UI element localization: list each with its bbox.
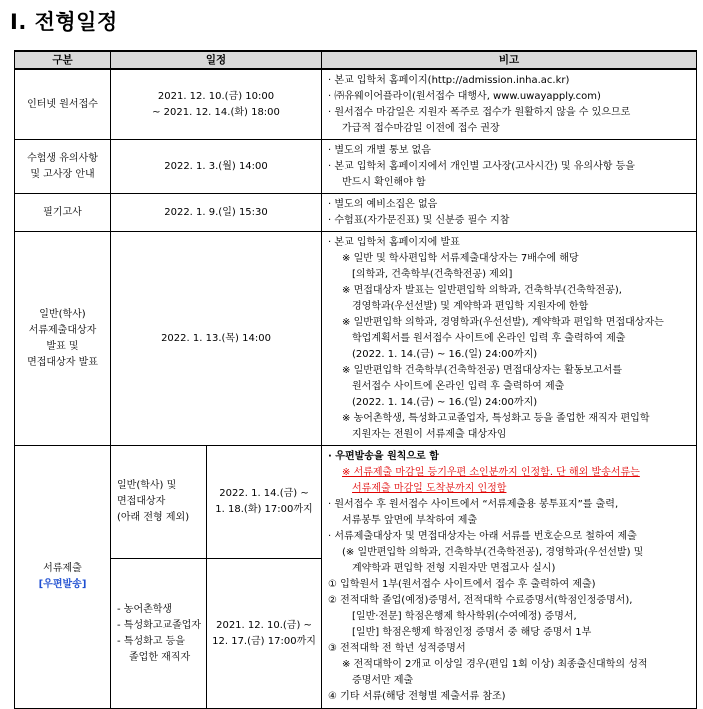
table-row <box>15 232 697 446</box>
sub-label: - 농어촌학생 - 특성화고교졸업자 - 특성화고 등을 졸업한 재직자 <box>111 559 207 709</box>
row-notes: · 본교 입학처 홈페이지에 발표 ※ 일반 및 학사편입학 서류제출대상자는 7배수에 해당 [의학과, 건축학부(건축학전공) 제외] ※ 면접대상자 발표는 일반편입학 의학과, 건축학부(건축학전공), 경영학과(우선선발) 및 계약학과 편입학 지원자에 한함 ※ 일반편입학 의학과, 경영학과(우선선발), 계약학과 편입학 면접대상자는 학업계획서를 원서접수 사이트에 온라인 입력 후 출력하여 제출 (2022. 1. 14.(금) ~ 16.(일) 24:00까지) ※ 일반편입학 건축학부(건축학전공) 면접대상자는 활동보고서를 원서접수 사이트에 온라인 입력 후 출력하여 제출 (2022. 1. 14.(금) ~ 16.(일) 24:00까지) ※ 농어촌학생, 특성화고교졸업자, 특성화고 등을 졸업한 재직자 편입학 지원자는 전원이 서류제출 대상자임 <box>322 232 697 446</box>
table-header-row <box>15 51 697 69</box>
row-label: 서류제출 [우편발송] <box>15 446 111 709</box>
header-schedule: 일정 <box>111 51 322 69</box>
table-row <box>15 140 697 194</box>
sub-schedule: 2022. 1. 14.(금) ~ 1. 18.(화) 17:00까지 <box>207 446 322 559</box>
section-title: Ⅰ. 전형일정 <box>10 10 118 34</box>
row-schedule: 2022. 1. 13.(목) 14:00 <box>111 232 322 446</box>
schedule-table <box>14 50 697 709</box>
sub-schedule: 2021. 12. 10.(금) ~ 12. 17.(금) 17:00까지 <box>207 559 322 709</box>
header-notes: 비고 <box>322 51 697 69</box>
header-category: 구분 <box>15 51 111 69</box>
row-notes: · 본교 입학처 홈페이지(http://admission.inha.ac.kr) · ㈜유웨이어플라이(원서접수 대행사, www.uwayapply.com) · 원서접수 마감일은 지원자 폭주로 접수가 원활하지 않을 수 있으므로 가급적 접수마감일 이전에 접수 권장 <box>322 69 697 140</box>
row-schedule: 2022. 1. 9.(일) 15:30 <box>111 194 322 232</box>
row-label: 수험생 유의사항 및 고사장 안내 <box>15 140 111 194</box>
row-notes: · 별도의 예비소집은 없음 · 수험표(자가문진표) 및 신분증 필수 지참 <box>322 194 697 232</box>
sub-label: 일반(학사) 및 면접대상자 (아래 전형 제외) <box>111 446 207 559</box>
postal-badge: [우편발송] <box>38 579 87 590</box>
row-notes: · 별도의 개별 통보 없음 · 본교 입학처 홈페이지에서 개인별 고사장(고사시간) 및 유의사항 등을 반드시 확인해야 함 <box>322 140 697 194</box>
row-schedule: 2021. 12. 10.(금) 10:00 ~ 2021. 12. 14.(화) 18:00 <box>111 69 322 140</box>
row-label: 인터넷 원서접수 <box>15 69 111 140</box>
row-label: 일반(학사) 서류제출대상자 발표 및 면접대상자 발표 <box>15 232 111 446</box>
table-row <box>15 194 697 232</box>
row-schedule: 2022. 1. 3.(월) 14:00 <box>111 140 322 194</box>
table-row <box>15 69 697 140</box>
row-label: 필기고사 <box>15 194 111 232</box>
table-row <box>15 446 697 559</box>
row-notes: · 우편발송을 원칙으로 함 ※ 서류제출 마감일 등기우편 소인분까지 인정함. 단 해외 발송서류는 서류제출 마감일 도착분까지 인정함 · 원서접수 후 원서접수 사이트에서 “서류제출용 봉투표지”를 출력, 서류봉투 앞면에 부착하여 제출 · 서류제출대상자 및 면접대상자는 아래 서류를 번호순으로 철하여 제출 (※ 일반편입학 의학과, 건축학부(건축학전공), 경영학과(우선선발) 및 계약학과 편입학 전형 지원자만 면접고사 실시) ① 입학원서 1부(원서접수 사이트에서 접수 후 출력하여 제출) ② 전적대학 졸업(예정)증명서, 전적대학 수료증명서(학점인정증명서), [일반·전문] 학점은행제 학사학위(수여예정) 증명서, [일반] 학점은행제 학점인정 증명서 중 해당 증명서 1부 ③ 전적대학 전 학년 성적증명서 ※ 전적대학이 2개교 이상일 경우(편입 1회 이상) 최종출신대학의 성적 증명서만 제출 ④ 기타 서류(해당 전형별 제출서류 참조) <box>322 446 697 709</box>
